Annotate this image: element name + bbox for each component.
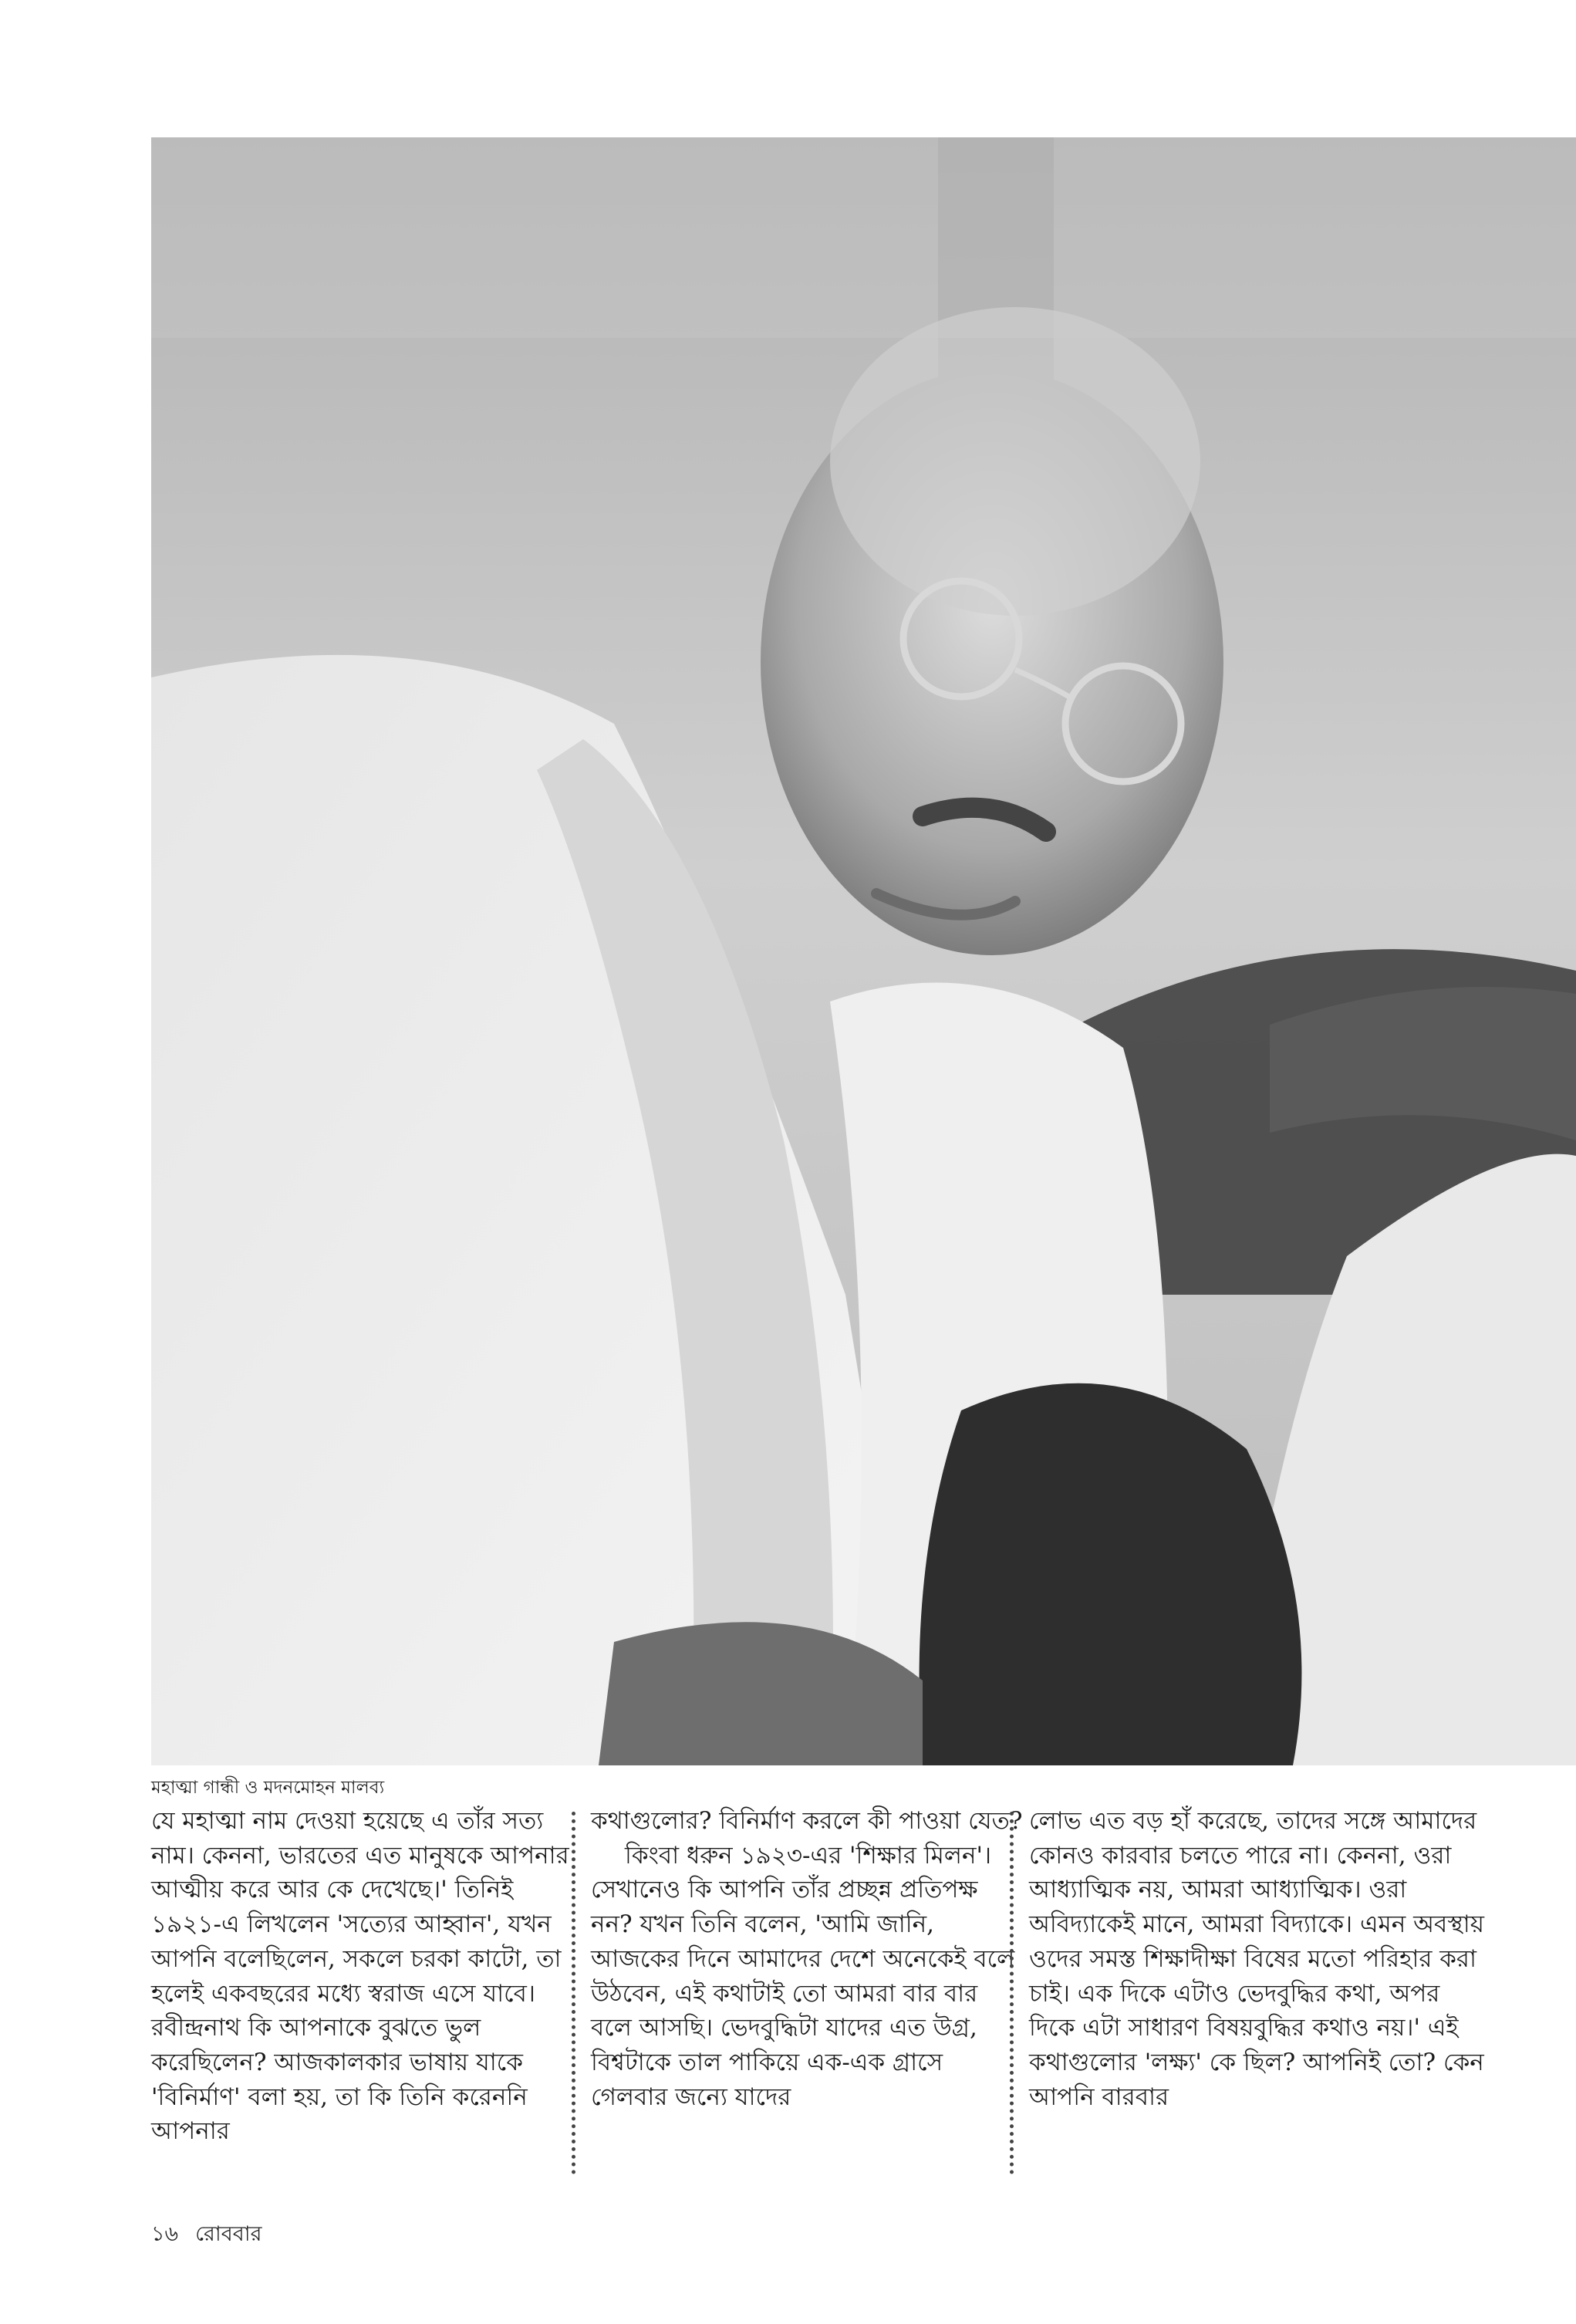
text-column-2	[591, 1804, 1023, 2114]
paragraph: কিংবা ধরুন ১৯২৩-এর 'শিক্ষার মিলন'। সেখানেও কি আপনি তাঁর প্রচ্ছন্ন প্রতিপক্ষ নন? যখন তিনি বলেন, 'আমি জানি, আজকের দিনে আমাদের দেশে অনেকেই বলে উঠবেন, এই কথাটাই তো আমরা বার বার বলে আসছি। ভেদবুদ্ধিটা যাদের এত উগ্র, বিশ্বটাকে তাল পাকিয়ে এক-এক গ্রাসে গেলবার জন্যে যাদের	[591, 1841, 1015, 2111]
photograph-image	[151, 137, 1576, 1765]
page-number: ১৬	[151, 2222, 179, 2246]
paragraph: যে মহাত্মা নাম দেওয়া হয়েছে এ তাঁর সত্য নাম। কেননা, ভারতের এত মানুষকে আপনার আত্মীয় করে আর কে দেখেছে।' তিনিই ১৯২১-এ লিখলেন 'সত্যের আহ্বান', যখন আপনি বলেছিলেন, সকলে চরকা কাটো, তা হলেই একবছরের মধ্যে স্বরাজ এসে যাবে। রবীন্দ্রনাথ কি আপনাকে বুঝতে ভুল করেছিলেন? আজকালকার ভাষায় যাকে 'বিনির্মাণ' বলা হয়, তা কি তিনি করেননি আপনার	[151, 1807, 569, 2146]
paragraph: লোভ এত বড় হাঁ করেছে, তাদের সঙ্গে আমাদের কোনও কারবার চলতে পারে না। কেননা, ওরা আধ্যাত্মিক নয়, আমরা আধ্যাত্মিক। ওরা অবিদ্যাকেই মানে, আমরা বিদ্যাকে। এমন অবস্থায় ওদের সমস্ত শিক্ষাদীক্ষা বিষের মতো পরিহার করা চাই। এক দিকে এটাও ভেদবুদ্ধির কথা, অপর দিকে এটা সাধারণ বিষয়বুদ্ধির কথাও নয়।' এই কথাগুলোর 'লক্ষ্য' কে ছিল? আপনিই তো? কেন আপনি বারবার	[1029, 1807, 1484, 2111]
photo-caption: মহাত্মা গান্ধী ও মদনমোহন মালব্য	[151, 1778, 385, 1798]
magazine-name: রোববার	[195, 2222, 262, 2246]
column-divider	[1010, 1812, 1014, 2174]
text-column-1	[151, 1804, 583, 2149]
page-footer	[151, 2218, 278, 2253]
photograph	[151, 137, 1576, 1765]
paragraph: কথাগুলোর? বিনির্মাণ করলে কী পাওয়া যেত?	[591, 1807, 1023, 1835]
column-divider	[572, 1812, 575, 2174]
text-column-3	[1029, 1804, 1484, 2114]
